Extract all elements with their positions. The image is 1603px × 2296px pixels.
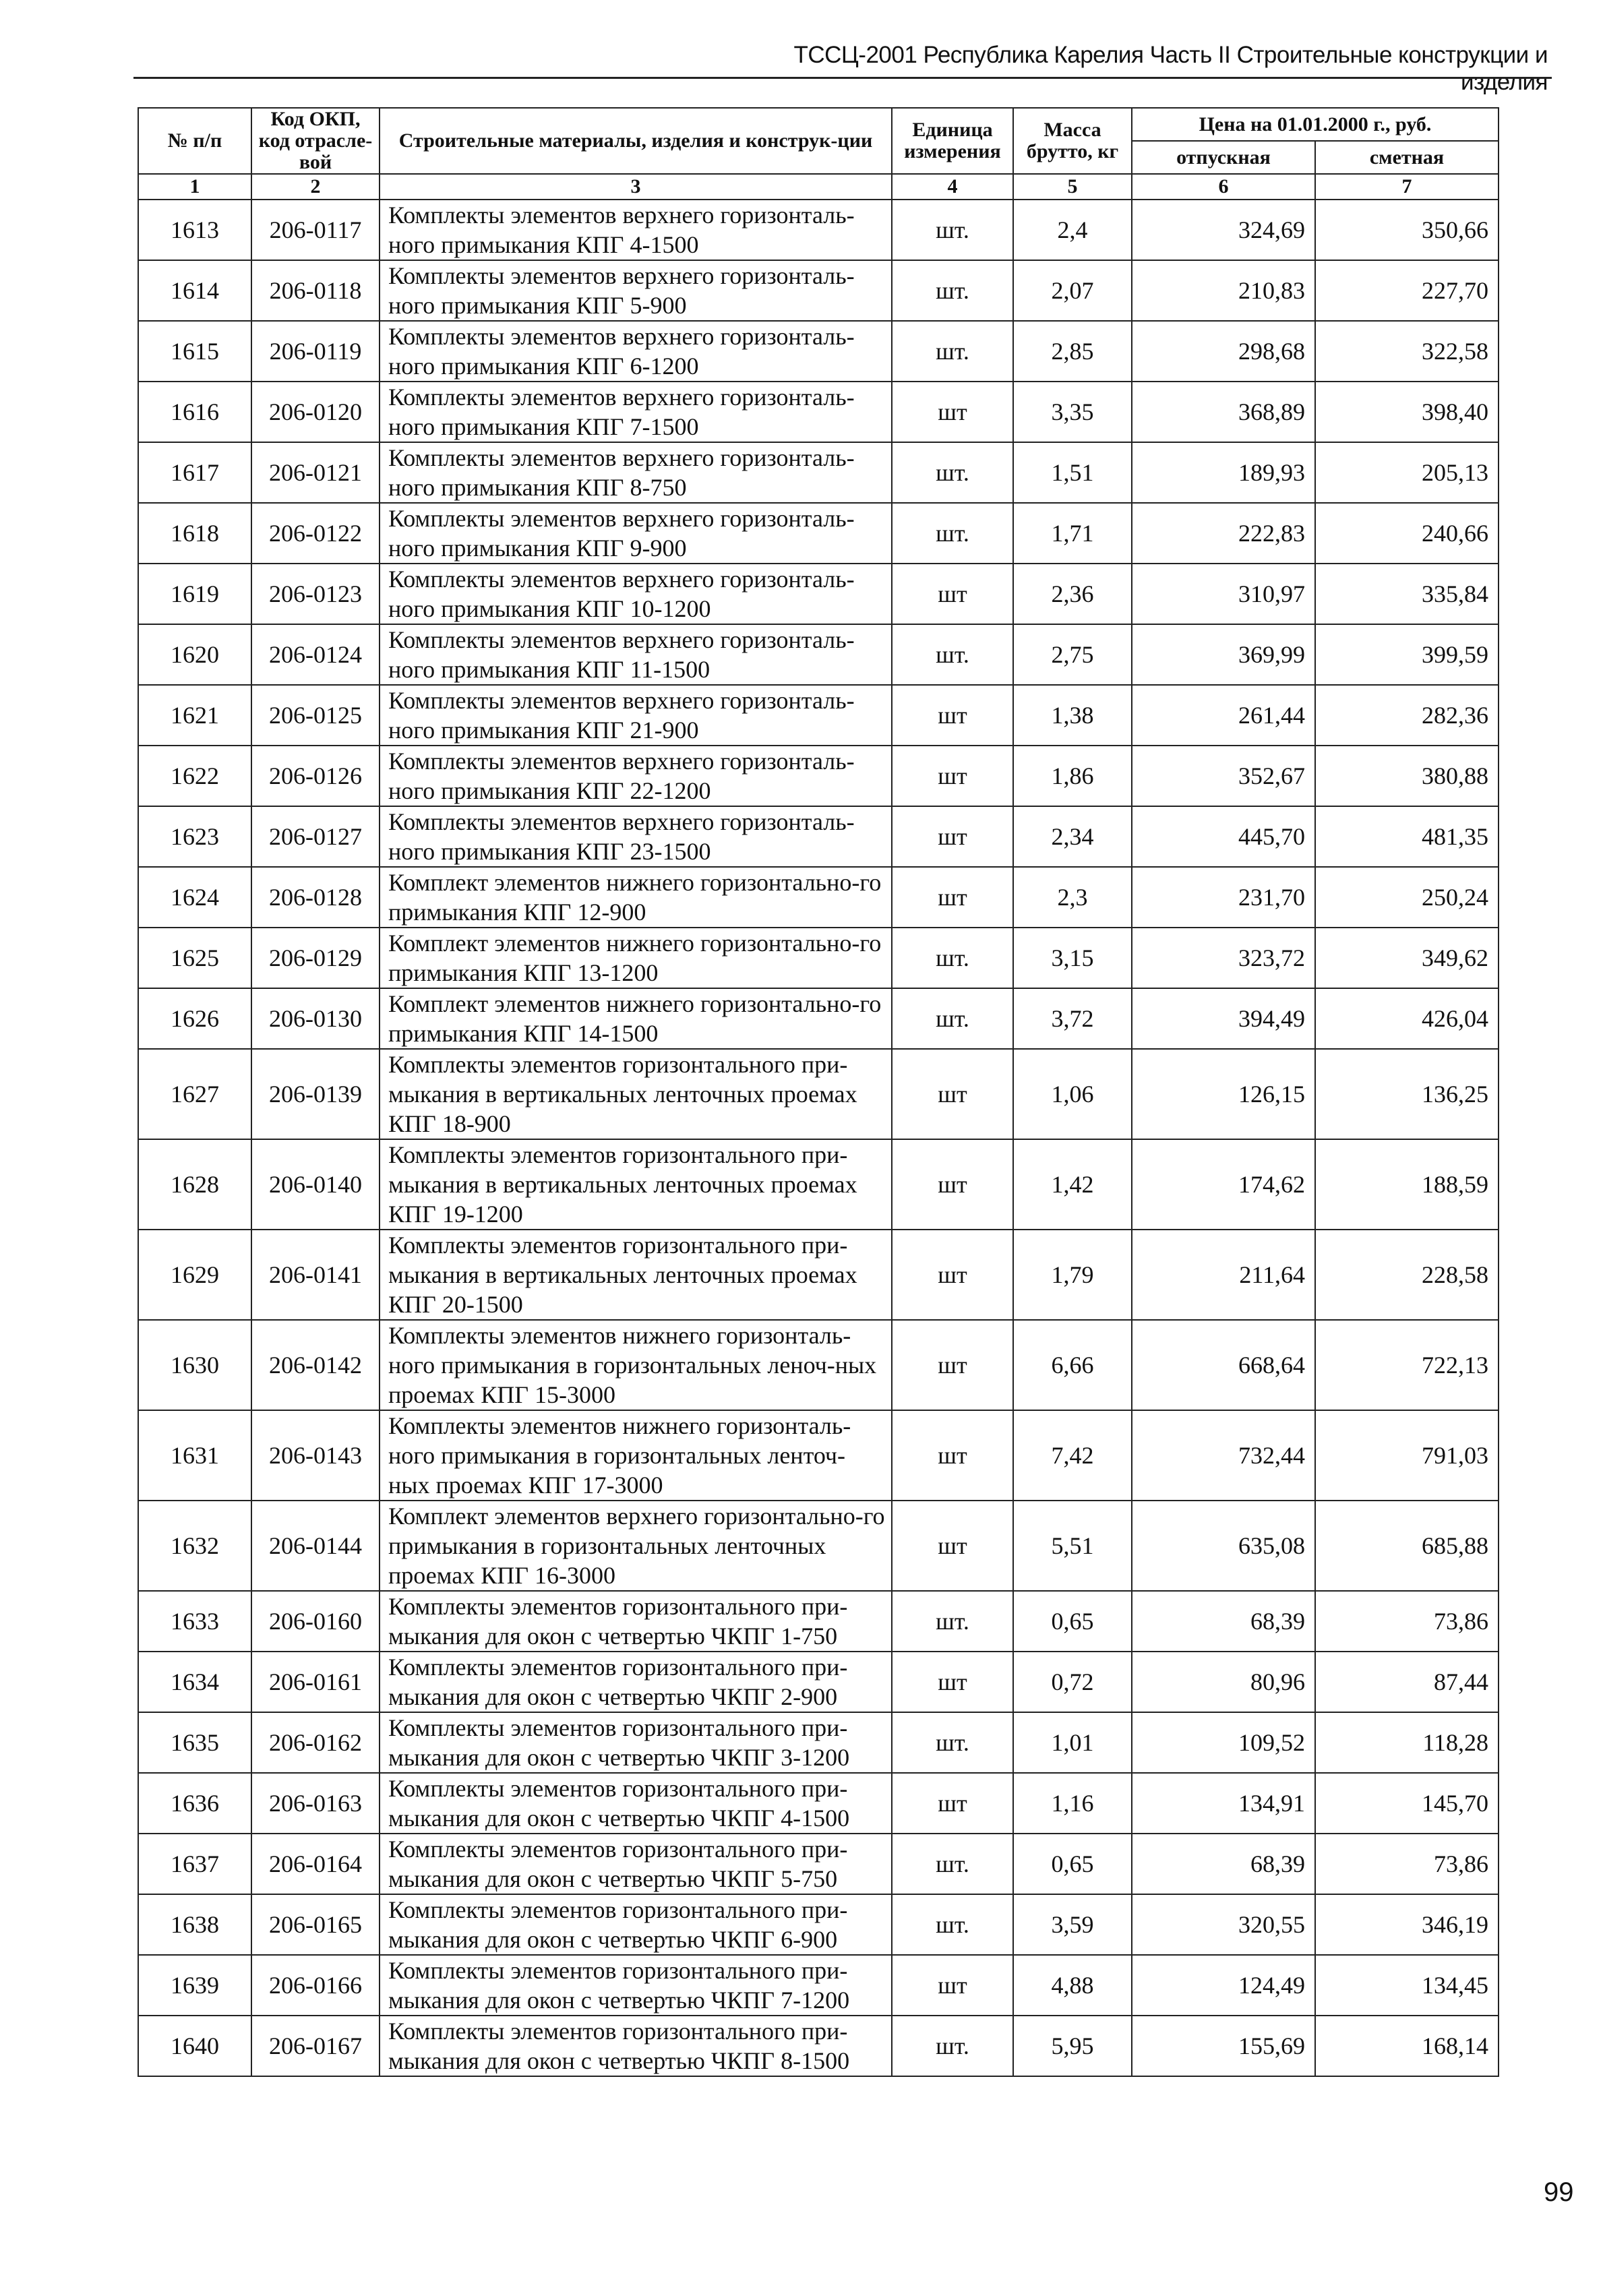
estimate-price: 73,86 (1315, 1834, 1499, 1894)
table-row (138, 260, 1499, 321)
material-name: Комплекты элементов горизонтального при-мыкания в вертикальных ленточных проемах КПГ 20-1500 (380, 1230, 892, 1320)
okp-code: 206-0125 (251, 685, 380, 746)
unit-of-measure: шт. (892, 260, 1013, 321)
table-row (138, 503, 1499, 564)
gross-mass: 1,16 (1013, 1773, 1132, 1834)
release-price: 352,67 (1132, 746, 1315, 806)
column-header-mass: Масса брутто, кг (1013, 108, 1132, 174)
row-number: 1635 (138, 1712, 251, 1773)
unit-of-measure: шт. (892, 442, 1013, 503)
column-numbers-row (138, 174, 1499, 200)
estimate-price: 240,66 (1315, 503, 1499, 564)
material-name: Комплекты элементов горизонтального при-мыкания для окон с четвертью ЧКПГ 6-900 (380, 1894, 892, 1955)
estimate-price: 346,19 (1315, 1894, 1499, 1955)
table-row (138, 442, 1499, 503)
estimate-price: 145,70 (1315, 1773, 1499, 1834)
release-price: 320,55 (1132, 1894, 1315, 1955)
material-name: Комплекты элементов горизонтального при-мыкания в вертикальных ленточных проемах КПГ 19-1200 (380, 1139, 892, 1230)
gross-mass: 5,51 (1013, 1501, 1132, 1591)
table-row (138, 746, 1499, 806)
okp-code: 206-0139 (251, 1049, 380, 1139)
okp-code: 206-0127 (251, 806, 380, 867)
material-name: Комплекты элементов верхнего горизонталь-ного примыкания КПГ 4-1500 (380, 200, 892, 260)
gross-mass: 6,66 (1013, 1320, 1132, 1410)
unit-of-measure: шт. (892, 1712, 1013, 1773)
release-price: 635,08 (1132, 1501, 1315, 1591)
row-number: 1627 (138, 1049, 251, 1139)
unit-of-measure: шт. (892, 1591, 1013, 1652)
release-price: 323,72 (1132, 928, 1315, 988)
row-number: 1614 (138, 260, 251, 321)
gross-mass: 3,35 (1013, 382, 1132, 442)
release-price: 109,52 (1132, 1712, 1315, 1773)
unit-of-measure: шт (892, 1955, 1013, 2016)
unit-of-measure: шт. (892, 624, 1013, 685)
material-name: Комплекты элементов горизонтального при-мыкания для окон с четвертью ЧКПГ 8-1500 (380, 2016, 892, 2076)
gross-mass: 1,51 (1013, 442, 1132, 503)
price-table (138, 107, 1499, 2077)
okp-code: 206-0124 (251, 624, 380, 685)
row-number: 1625 (138, 928, 251, 988)
unit-of-measure: шт (892, 1410, 1013, 1501)
release-price: 68,39 (1132, 1834, 1315, 1894)
gross-mass: 2,75 (1013, 624, 1132, 685)
gross-mass: 0,72 (1013, 1652, 1132, 1712)
estimate-price: 322,58 (1315, 321, 1499, 382)
row-number: 1632 (138, 1501, 251, 1591)
okp-code: 206-0120 (251, 382, 380, 442)
row-number: 1636 (138, 1773, 251, 1834)
table-row (138, 928, 1499, 988)
estimate-price: 136,25 (1315, 1049, 1499, 1139)
row-number: 1628 (138, 1139, 251, 1230)
estimate-price: 250,24 (1315, 867, 1499, 928)
estimate-price: 118,28 (1315, 1712, 1499, 1773)
material-name: Комплекты элементов верхнего горизонталь-ного примыкания КПГ 21-900 (380, 685, 892, 746)
table-row (138, 1834, 1499, 1894)
gross-mass: 2,34 (1013, 806, 1132, 867)
estimate-price: 134,45 (1315, 1955, 1499, 2016)
material-name: Комплекты элементов горизонтального при-мыкания для окон с четвертью ЧКПГ 4-1500 (380, 1773, 892, 1834)
estimate-price: 399,59 (1315, 624, 1499, 685)
release-price: 222,83 (1132, 503, 1315, 564)
unit-of-measure: шт. (892, 321, 1013, 382)
release-price: 324,69 (1132, 200, 1315, 260)
row-number: 1613 (138, 200, 251, 260)
material-name: Комплекты элементов верхнего горизонталь-ного примыкания КПГ 6-1200 (380, 321, 892, 382)
unit-of-measure: шт (892, 1049, 1013, 1139)
gross-mass: 3,59 (1013, 1894, 1132, 1955)
table-row (138, 1501, 1499, 1591)
release-price: 211,64 (1132, 1230, 1315, 1320)
release-price: 155,69 (1132, 2016, 1315, 2076)
unit-of-measure: шт. (892, 1834, 1013, 1894)
material-name: Комплект элементов верхнего горизонтально-го примыкания в горизонтальных ленточных проемах КПГ 16-3000 (380, 1501, 892, 1591)
material-name: Комплекты элементов верхнего горизонталь-ного примыкания КПГ 22-1200 (380, 746, 892, 806)
table-row (138, 1320, 1499, 1410)
gross-mass: 2,3 (1013, 867, 1132, 928)
okp-code: 206-0162 (251, 1712, 380, 1773)
okp-code: 206-0167 (251, 2016, 380, 2076)
column-number: 7 (1315, 174, 1499, 200)
release-price: 126,15 (1132, 1049, 1315, 1139)
table-row (138, 2016, 1499, 2076)
unit-of-measure: шт (892, 1230, 1013, 1320)
okp-code: 206-0165 (251, 1894, 380, 1955)
estimate-price: 188,59 (1315, 1139, 1499, 1230)
table-header (138, 108, 1499, 200)
row-number: 1640 (138, 2016, 251, 2076)
okp-code: 206-0166 (251, 1955, 380, 2016)
column-number: 2 (251, 174, 380, 200)
gross-mass: 3,72 (1013, 988, 1132, 1049)
unit-of-measure: шт. (892, 200, 1013, 260)
okp-code: 206-0143 (251, 1410, 380, 1501)
release-price: 189,93 (1132, 442, 1315, 503)
material-name: Комплекты элементов верхнего горизонталь-ного примыкания КПГ 23-1500 (380, 806, 892, 867)
estimate-price: 205,13 (1315, 442, 1499, 503)
gross-mass: 2,4 (1013, 200, 1132, 260)
row-number: 1616 (138, 382, 251, 442)
unit-of-measure: шт (892, 1320, 1013, 1410)
material-name: Комплекты элементов верхнего горизонталь-ного примыкания КПГ 9-900 (380, 503, 892, 564)
row-number: 1638 (138, 1894, 251, 1955)
row-number: 1623 (138, 806, 251, 867)
table-row (138, 988, 1499, 1049)
column-number: 5 (1013, 174, 1132, 200)
release-price: 310,97 (1132, 564, 1315, 624)
estimate-price: 481,35 (1315, 806, 1499, 867)
table-row (138, 685, 1499, 746)
row-number: 1624 (138, 867, 251, 928)
estimate-price: 380,88 (1315, 746, 1499, 806)
gross-mass: 2,36 (1013, 564, 1132, 624)
release-price: 174,62 (1132, 1139, 1315, 1230)
row-number: 1615 (138, 321, 251, 382)
okp-code: 206-0129 (251, 928, 380, 988)
estimate-price: 227,70 (1315, 260, 1499, 321)
table-row (138, 1230, 1499, 1320)
gross-mass: 4,88 (1013, 1955, 1132, 2016)
material-name: Комплекты элементов нижнего горизонталь-ного примыкания в горизонтальных ленточ-ных проемах КПГ 17-3000 (380, 1410, 892, 1501)
gross-mass: 1,71 (1013, 503, 1132, 564)
page-header-title: ТССЦ-2001 Республика Карелия Часть II Строительные конструкции и изделия (793, 42, 1548, 95)
material-name: Комплекты элементов верхнего горизонталь-ного примыкания КПГ 10-1200 (380, 564, 892, 624)
gross-mass: 1,06 (1013, 1049, 1132, 1139)
row-number: 1626 (138, 988, 251, 1049)
estimate-price: 73,86 (1315, 1591, 1499, 1652)
material-name: Комплекты элементов верхнего горизонталь-ного примыкания КПГ 11-1500 (380, 624, 892, 685)
okp-code: 206-0163 (251, 1773, 380, 1834)
unit-of-measure: шт (892, 806, 1013, 867)
material-name: Комплекты элементов горизонтального при-мыкания для окон с четвертью ЧКПГ 1-750 (380, 1591, 892, 1652)
okp-code: 206-0164 (251, 1834, 380, 1894)
header-divider (133, 77, 1552, 79)
okp-code: 206-0128 (251, 867, 380, 928)
okp-code: 206-0142 (251, 1320, 380, 1410)
okp-code: 206-0161 (251, 1652, 380, 1712)
table-row (138, 624, 1499, 685)
unit-of-measure: шт. (892, 1894, 1013, 1955)
table-row (138, 1712, 1499, 1773)
column-header-code: Код ОКП, код отрасле-вой (251, 108, 380, 174)
material-name: Комплекты элементов верхнего горизонталь-ного примыкания КПГ 7-1500 (380, 382, 892, 442)
gross-mass: 1,42 (1013, 1139, 1132, 1230)
release-price: 668,64 (1132, 1320, 1315, 1410)
estimate-price: 282,36 (1315, 685, 1499, 746)
row-number: 1639 (138, 1955, 251, 2016)
table-row (138, 1139, 1499, 1230)
material-name: Комплекты элементов горизонтального при-мыкания для окон с четвертью ЧКПГ 5-750 (380, 1834, 892, 1894)
release-price: 445,70 (1132, 806, 1315, 867)
row-number: 1620 (138, 624, 251, 685)
estimate-price: 722,13 (1315, 1320, 1499, 1410)
estimate-price: 350,66 (1315, 200, 1499, 260)
release-price: 394,49 (1132, 988, 1315, 1049)
gross-mass: 1,38 (1013, 685, 1132, 746)
unit-of-measure: шт (892, 1652, 1013, 1712)
estimate-price: 349,62 (1315, 928, 1499, 988)
row-number: 1618 (138, 503, 251, 564)
estimate-price: 168,14 (1315, 2016, 1499, 2076)
unit-of-measure: шт. (892, 928, 1013, 988)
table-row (138, 1049, 1499, 1139)
okp-code: 206-0121 (251, 442, 380, 503)
material-name: Комплект элементов нижнего горизонтально-го примыкания КПГ 14-1500 (380, 988, 892, 1049)
okp-code: 206-0122 (251, 503, 380, 564)
gross-mass: 1,79 (1013, 1230, 1132, 1320)
table-body (138, 200, 1499, 2076)
table-row (138, 321, 1499, 382)
gross-mass: 1,86 (1013, 746, 1132, 806)
gross-mass: 2,85 (1013, 321, 1132, 382)
okp-code: 206-0141 (251, 1230, 380, 1320)
column-header-price-release: отпускная (1132, 141, 1315, 174)
row-number: 1617 (138, 442, 251, 503)
estimate-price: 426,04 (1315, 988, 1499, 1049)
estimate-price: 685,88 (1315, 1501, 1499, 1591)
unit-of-measure: шт (892, 564, 1013, 624)
row-number: 1630 (138, 1320, 251, 1410)
release-price: 732,44 (1132, 1410, 1315, 1501)
material-name: Комплекты элементов нижнего горизонталь-ного примыкания в горизонтальных леноч-ных проемах КПГ 15-3000 (380, 1320, 892, 1410)
row-number: 1629 (138, 1230, 251, 1320)
unit-of-measure: шт (892, 867, 1013, 928)
table-row (138, 1955, 1499, 2016)
estimate-price: 791,03 (1315, 1410, 1499, 1501)
gross-mass: 7,42 (1013, 1410, 1132, 1501)
estimate-price: 87,44 (1315, 1652, 1499, 1712)
row-number: 1622 (138, 746, 251, 806)
estimate-price: 335,84 (1315, 564, 1499, 624)
material-name: Комплекты элементов горизонтального при-мыкания в вертикальных ленточных проемах КПГ 18-900 (380, 1049, 892, 1139)
table-row (138, 1591, 1499, 1652)
column-header-name: Строительные материалы, изделия и конструк-ции (380, 108, 892, 174)
estimate-price: 228,58 (1315, 1230, 1499, 1320)
table-row (138, 1410, 1499, 1501)
unit-of-measure: шт (892, 1773, 1013, 1834)
okp-code: 206-0144 (251, 1501, 380, 1591)
table-row (138, 382, 1499, 442)
unit-of-measure: шт. (892, 503, 1013, 564)
row-number: 1619 (138, 564, 251, 624)
row-number: 1634 (138, 1652, 251, 1712)
table-row (138, 867, 1499, 928)
estimate-price: 398,40 (1315, 382, 1499, 442)
material-name: Комплекты элементов горизонтального при-мыкания для окон с четвертью ЧКПГ 3-1200 (380, 1712, 892, 1773)
gross-mass: 2,07 (1013, 260, 1132, 321)
material-name: Комплекты элементов горизонтального при-мыкания для окон с четвертью ЧКПГ 7-1200 (380, 1955, 892, 2016)
unit-of-measure: шт (892, 685, 1013, 746)
material-name: Комплект элементов нижнего горизонтально-го примыкания КПГ 12-900 (380, 867, 892, 928)
page-number: 99 (1544, 2177, 1574, 2207)
row-number: 1631 (138, 1410, 251, 1501)
okp-code: 206-0130 (251, 988, 380, 1049)
material-name: Комплекты элементов верхнего горизонталь-ного примыкания КПГ 8-750 (380, 442, 892, 503)
column-number: 6 (1132, 174, 1315, 200)
table-row (138, 806, 1499, 867)
row-number: 1621 (138, 685, 251, 746)
unit-of-measure: шт (892, 746, 1013, 806)
column-header-unit: Единица измерения (892, 108, 1013, 174)
gross-mass: 1,01 (1013, 1712, 1132, 1773)
release-price: 68,39 (1132, 1591, 1315, 1652)
okp-code: 206-0140 (251, 1139, 380, 1230)
column-number: 3 (380, 174, 892, 200)
unit-of-measure: шт (892, 382, 1013, 442)
unit-of-measure: шт (892, 1139, 1013, 1230)
row-number: 1637 (138, 1834, 251, 1894)
material-name: Комплекты элементов горизонтального при-мыкания для окон с четвертью ЧКПГ 2-900 (380, 1652, 892, 1712)
okp-code: 206-0118 (251, 260, 380, 321)
unit-of-measure: шт. (892, 988, 1013, 1049)
table-row (138, 200, 1499, 260)
release-price: 298,68 (1132, 321, 1315, 382)
column-number: 4 (892, 174, 1013, 200)
okp-code: 206-0123 (251, 564, 380, 624)
release-price: 80,96 (1132, 1652, 1315, 1712)
release-price: 369,99 (1132, 624, 1315, 685)
column-header-price-estimate: сметная (1315, 141, 1499, 174)
release-price: 134,91 (1132, 1773, 1315, 1834)
table-row (138, 1894, 1499, 1955)
column-header-price-group: Цена на 01.01.2000 г., руб. (1132, 108, 1499, 141)
column-number: 1 (138, 174, 251, 200)
gross-mass: 0,65 (1013, 1591, 1132, 1652)
gross-mass: 0,65 (1013, 1834, 1132, 1894)
okp-code: 206-0117 (251, 200, 380, 260)
unit-of-measure: шт. (892, 2016, 1013, 2076)
release-price: 210,83 (1132, 260, 1315, 321)
table-row (138, 1773, 1499, 1834)
price-table-container (138, 107, 1499, 2077)
row-number: 1633 (138, 1591, 251, 1652)
gross-mass: 5,95 (1013, 2016, 1132, 2076)
gross-mass: 3,15 (1013, 928, 1132, 988)
release-price: 231,70 (1132, 867, 1315, 928)
release-price: 261,44 (1132, 685, 1315, 746)
table-row (138, 1652, 1499, 1712)
column-header-num: № п/п (138, 108, 251, 174)
material-name: Комплекты элементов верхнего горизонталь-ного примыкания КПГ 5-900 (380, 260, 892, 321)
material-name: Комплект элементов нижнего горизонтально-го примыкания КПГ 13-1200 (380, 928, 892, 988)
okp-code: 206-0160 (251, 1591, 380, 1652)
release-price: 368,89 (1132, 382, 1315, 442)
okp-code: 206-0119 (251, 321, 380, 382)
unit-of-measure: шт (892, 1501, 1013, 1591)
table-row (138, 564, 1499, 624)
okp-code: 206-0126 (251, 746, 380, 806)
release-price: 124,49 (1132, 1955, 1315, 2016)
